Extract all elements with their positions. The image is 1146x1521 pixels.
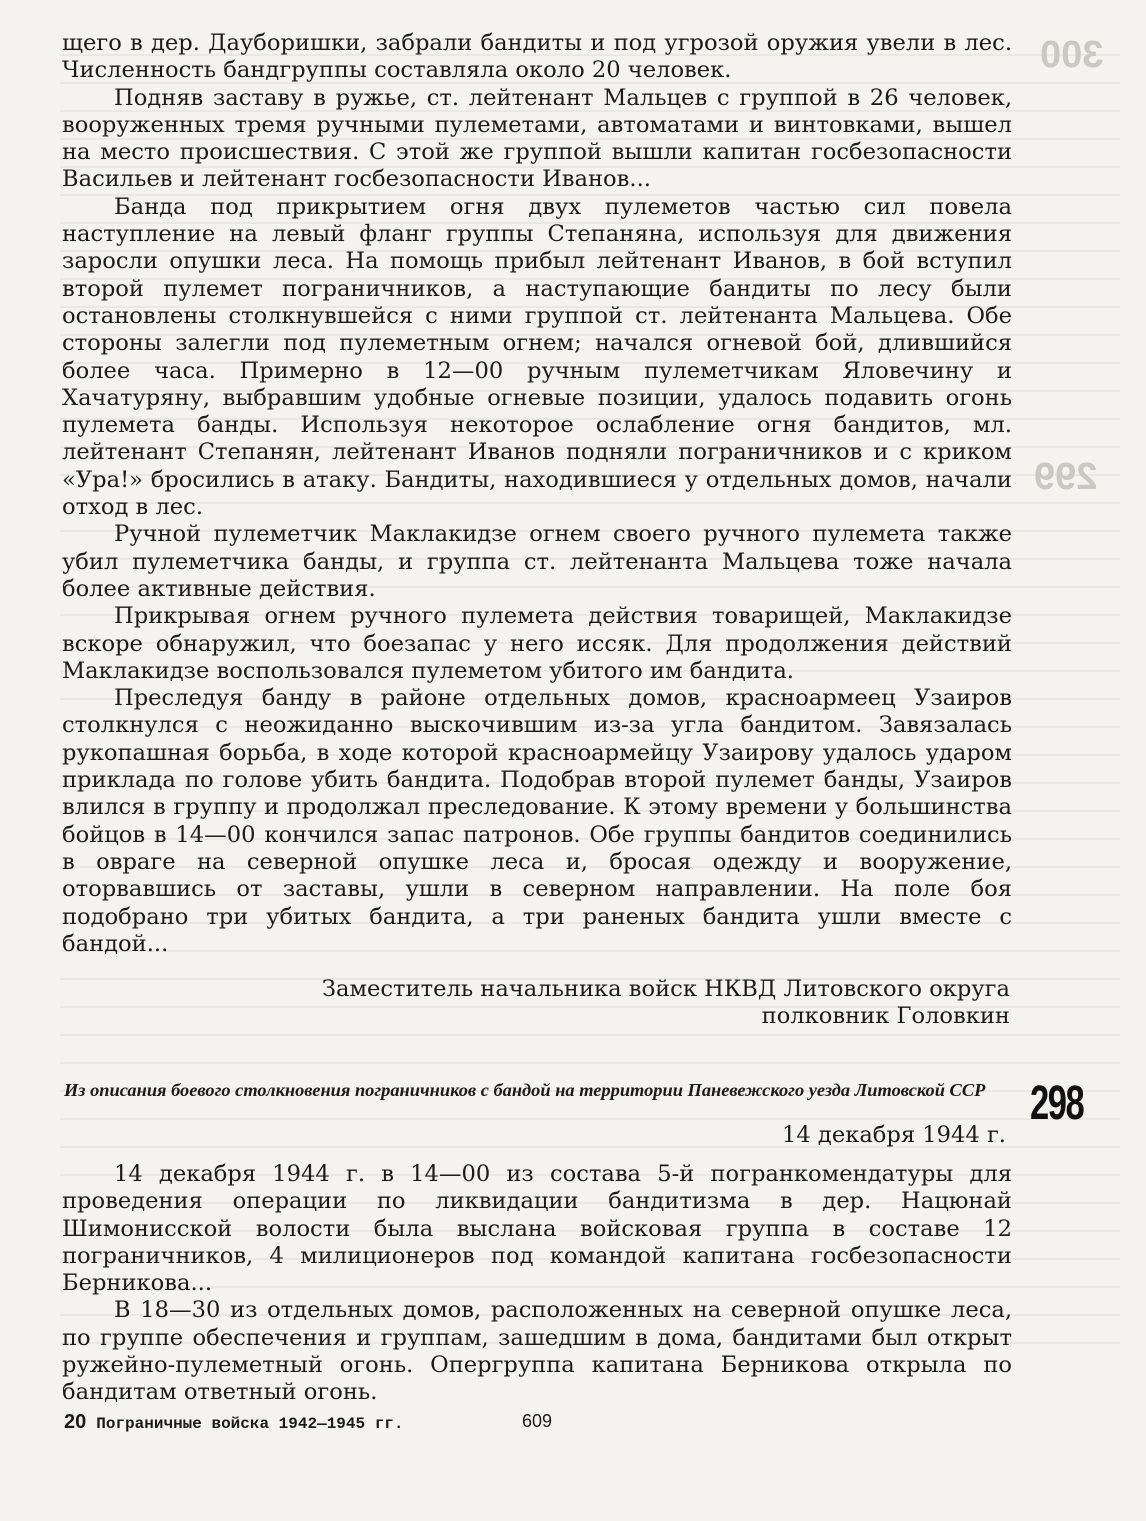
bleed-through-number: 299: [1034, 456, 1098, 498]
paragraph: Банда под прикрытием огня двух пулеметов частью сил повела наступление на левый фланг группы Степаняна, используя для движения заросли опушки леса. На помощь прибыл лейтенант Иванов, в бой вступил второй пулемет пограничников, а наступающие бандиты по лесу были остановлены столкнувшейся с ними группой ст. лейтенанта Мальцева. Обе стороны залегли под пулеметным огнем; начался огневой бой, длившийся более часа. Примерно в 12—00 ручным пулеметчикам Яловечину и Хачатуряну, выбравшим удобные огневые позиции, удалось подавить огонь пулемета банды. Используя некоторое ослабление огня бандитов, мл. лейтенант Степанян, лейтенант Иванов подняли пограничников и с криком «Ура!» бросились в атаку. Бандиты, находившиеся у отдельных домов, начали отход в лес.: [62, 193, 1012, 521]
paragraph: щего в дер. Дауборишки, забрали бандиты и под угрозой оружия увели в лес. Численность бандгруппы составляла около 20 человек.: [62, 30, 1012, 84]
paragraph: Подняв заставу в ружье, ст. лейтенант Мальцев с группой в 26 человек, вооруженных тремя ручными пулеметами, автоматами и винтовками, вышел на место происшествия. С этой же группой вышли капитан госбезопасности Васильев и лейтенант госбезопасности Иванов...: [62, 84, 1012, 193]
document-date: 14 декабря 1944 г.: [781, 1122, 1006, 1148]
signature-block: [322, 976, 1010, 1031]
paragraph: В 18—30 из отдельных домов, расположенных на северной опушке леса, по группе обеспечения и группам, зашедшим в дома, бандитами был открыт ружейно-пулеметный огонь. Опергруппа капитана Берникова открыла по бандитам ответный огонь.: [62, 1297, 1012, 1406]
continued-document-body: [62, 30, 1012, 958]
new-document-body: [62, 1161, 1012, 1407]
footer-signature: [64, 1411, 404, 1434]
book-title: Пограничные войска 1942—1945 гг.: [96, 1415, 404, 1433]
document-number: 298: [1030, 1077, 1084, 1130]
paragraph: 14 декабря 1944 г. в 14—00 из состава 5-й погранкомендатуры для проведения операции по ликвидации бандитизма в дер. Нацюнай Шимонисской волости была выслана войсковая группа в составе 12 пограничников, 4 милиционеров под командой капитана госбезопасности Берникова...: [62, 1161, 1012, 1297]
bleed-through-number: 300: [1040, 34, 1104, 76]
signature-position: Заместитель начальника войск НКВД Литовского округа: [321, 976, 1010, 1002]
signature-name: полковник Головкин: [761, 1003, 1010, 1030]
document-title: Из описания боевого столкновения пограничников с бандой на территории Паневежского уезда Литовской ССР: [64, 1080, 986, 1100]
paragraph: Преследуя банду в районе отдельных домов, красноармеец Узаиров столкнулся с неожиданно выскочившим из-за угла бандитом. Завязалась рукопашная борьба, в ходе которой красноармейцу Узаирову удалось ударом приклада по голове убить бандита. Подобрав второй пулемет банды, Узаиров влился в группу и продолжал преследование. К этому времени у большинства бойцов в 14—00 кончился запас патронов. Обе группы бандитов соединились в овраге на северной опушке леса и, бросая одежду и вооружение, оторвавшись от заставы, ушли в северном направлении. На поле боя подобрано три убитых бандита, а три раненых бандита ушли вместе с бандой...: [62, 685, 1012, 957]
paragraph: Ручной пулеметчик Маклакидзе огнем своего ручного пулемета также убил пулеметчика банды, и группа ст. лейтенанта Мальцева тоже начала более активные действия.: [62, 521, 1012, 602]
sheet-signature-number: 20: [64, 1411, 87, 1433]
page-number: 609: [522, 1411, 553, 1431]
paragraph: Прикрывая огнем ручного пулемета действия товарищей, Маклакидзе вскоре обнаружил, что боезапас у него иссяк. Для продолжения действий Маклакидзе воспользовался пулеметом убитого им бандита.: [62, 603, 1012, 684]
